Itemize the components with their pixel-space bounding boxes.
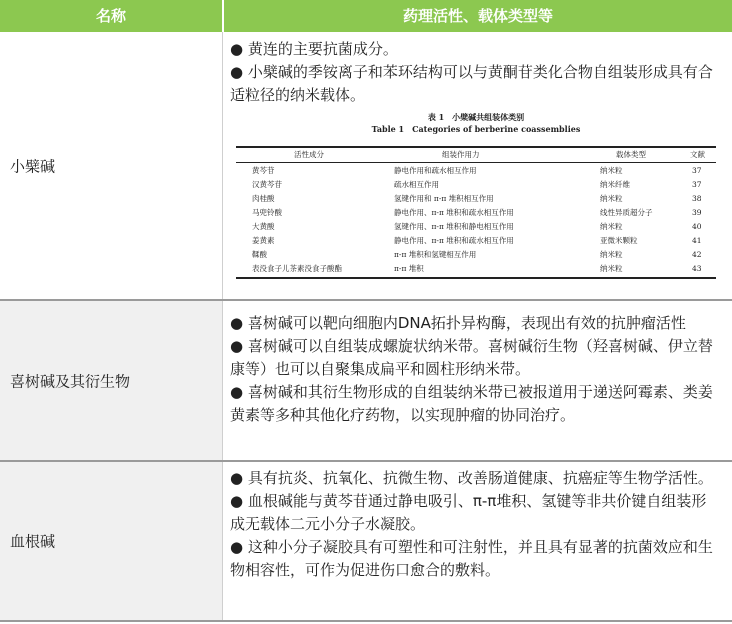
table-cell: 鞣酸 — [252, 250, 267, 259]
table-cell: 纳米粒 — [600, 222, 623, 231]
column-divider — [222, 32, 223, 299]
table-head-cell: 活性成分 — [294, 150, 324, 159]
row-name: 小檗碱 — [10, 157, 56, 175]
table-cell: 黄芩苷 — [252, 166, 275, 175]
table-header — [0, 0, 732, 32]
row-name: 血根碱 — [10, 532, 56, 551]
table-data-row — [236, 192, 716, 205]
table-cell: 姜黄素 — [252, 236, 275, 245]
table-row-sanguinarine — [0, 462, 732, 620]
row-name-cell — [0, 462, 222, 620]
row-content — [230, 38, 720, 107]
table-cell: 38 — [692, 194, 702, 203]
table-cell: 纳米粒 — [600, 264, 623, 273]
column-divider — [222, 301, 223, 460]
table-cell: 亚微米颗粒 — [600, 236, 638, 245]
table-data-row — [236, 248, 716, 261]
table-row-camptothecin — [0, 301, 732, 460]
bullet-item: ● 喜树碱和其衍生物形成的自组装纳米带已被报道用于递送阿霉素、类姜黄素等多种其他化疗药物，以实现肿瘤的协同治疗。 — [230, 383, 713, 424]
bullet-item: ● 黄连的主要抗菌成分。 — [230, 40, 398, 58]
table-cell: 静电作用、π-π 堆积和疏水相互作用 — [394, 208, 514, 217]
column-divider — [222, 462, 223, 620]
table-cell: 40 — [692, 222, 702, 231]
row-content — [230, 312, 720, 427]
table-data-row — [236, 220, 716, 233]
row-name-cell — [0, 32, 222, 299]
table-data-row — [236, 262, 716, 275]
table-data-row — [236, 206, 716, 219]
berberine-coassembly-table — [232, 108, 720, 294]
table-data-row — [236, 234, 716, 247]
table-cell: 肉桂酸 — [252, 194, 275, 203]
table-cell: 表没食子儿茶素没食子酸酯 — [252, 264, 342, 273]
table-data-row — [236, 178, 716, 191]
bullet-item: ● 喜树碱可以靶向细胞内DNA拓扑异构酶，表现出有效的抗肿瘤活性 — [230, 314, 686, 332]
table-head-cell: 文献 — [690, 150, 705, 159]
header-name: 名称 — [95, 7, 126, 25]
bullet-item: ● 血根碱能与黄芩苷通过静电吸引、π-π堆积、氢键等非共价键自组装形成无载体二元小分子水凝胶。 — [230, 492, 707, 533]
table-cell: 纳米粒 — [600, 250, 623, 259]
table-cell: 37 — [692, 166, 702, 175]
table-bottom-rule — [236, 277, 716, 279]
table-cell: 41 — [692, 236, 702, 245]
bullet-item: ● 具有抗炎、抗氧化、抗微生物、改善肠道健康、抗癌症等生物学活性。 — [230, 469, 713, 487]
table-cell: 42 — [692, 250, 702, 259]
row-name: 喜树碱及其衍生物 — [10, 372, 131, 390]
table-cell: π-π 堆积 — [394, 264, 424, 273]
table-cell: 43 — [692, 264, 702, 273]
table-cell: 纳米纤维 — [600, 180, 630, 189]
table-data-row — [236, 164, 716, 177]
table-title-en: Table 1 Categories of berberine coassemblies — [371, 124, 581, 134]
table-cell: 39 — [692, 208, 702, 217]
table-head-cell: 载体类型 — [616, 150, 646, 159]
table-head-cell: 组装作用力 — [442, 150, 480, 159]
table-head-row — [236, 148, 716, 161]
table-cell: 马兜铃酸 — [252, 208, 282, 217]
table-cell: 37 — [692, 180, 702, 189]
table-cell: 大黄酸 — [252, 222, 275, 231]
table-cell: 线性异质超分子 — [600, 208, 653, 217]
table-cell: 疏水相互作用 — [394, 180, 439, 189]
table-cell: 静电作用、π-π 堆积和疏水相互作用 — [394, 236, 514, 245]
table-row-berberine — [0, 32, 732, 299]
table-cell: 氢键作用、π-π 堆积和静电相互作用 — [394, 222, 514, 231]
table-cell: 氢键作用和 π-π 堆积相互作用 — [394, 194, 494, 203]
table-title-cn: 表 1 小檗碱共组装体类别 — [427, 112, 525, 122]
table-cell: 纳米粒 — [600, 166, 623, 175]
table-cell: 汉黄芩苷 — [252, 180, 282, 189]
table-cell: 纳米粒 — [600, 194, 623, 203]
row-separator — [0, 620, 732, 622]
table-head-rule — [236, 162, 716, 163]
table-cell: 静电作用和疏水相互作用 — [394, 166, 477, 175]
row-name-cell — [0, 301, 222, 460]
bullet-item: ● 小檗碱的季铵离子和苯环结构可以与黄酮苷类化合物自组装形成具有合适粒径的纳米载体。 — [230, 63, 713, 104]
bullet-item: ● 喜树碱可以自组装成螺旋状纳米带。喜树碱衍生物（羟喜树碱、伊立替康等）也可以自聚集成扁平和圆柱形纳米带。 — [230, 337, 713, 378]
table-cell: π-π 堆积和氢键相互作用 — [394, 250, 477, 259]
bullet-item: ● 这种小分子凝胶具有可塑性和可注射性，并且具有显著的抗菌效应和生物相容性，可作为促进伤口愈合的敷料。 — [230, 538, 713, 579]
row-content — [230, 467, 720, 582]
header-activity: 药理活性、载体类型等 — [402, 7, 553, 25]
